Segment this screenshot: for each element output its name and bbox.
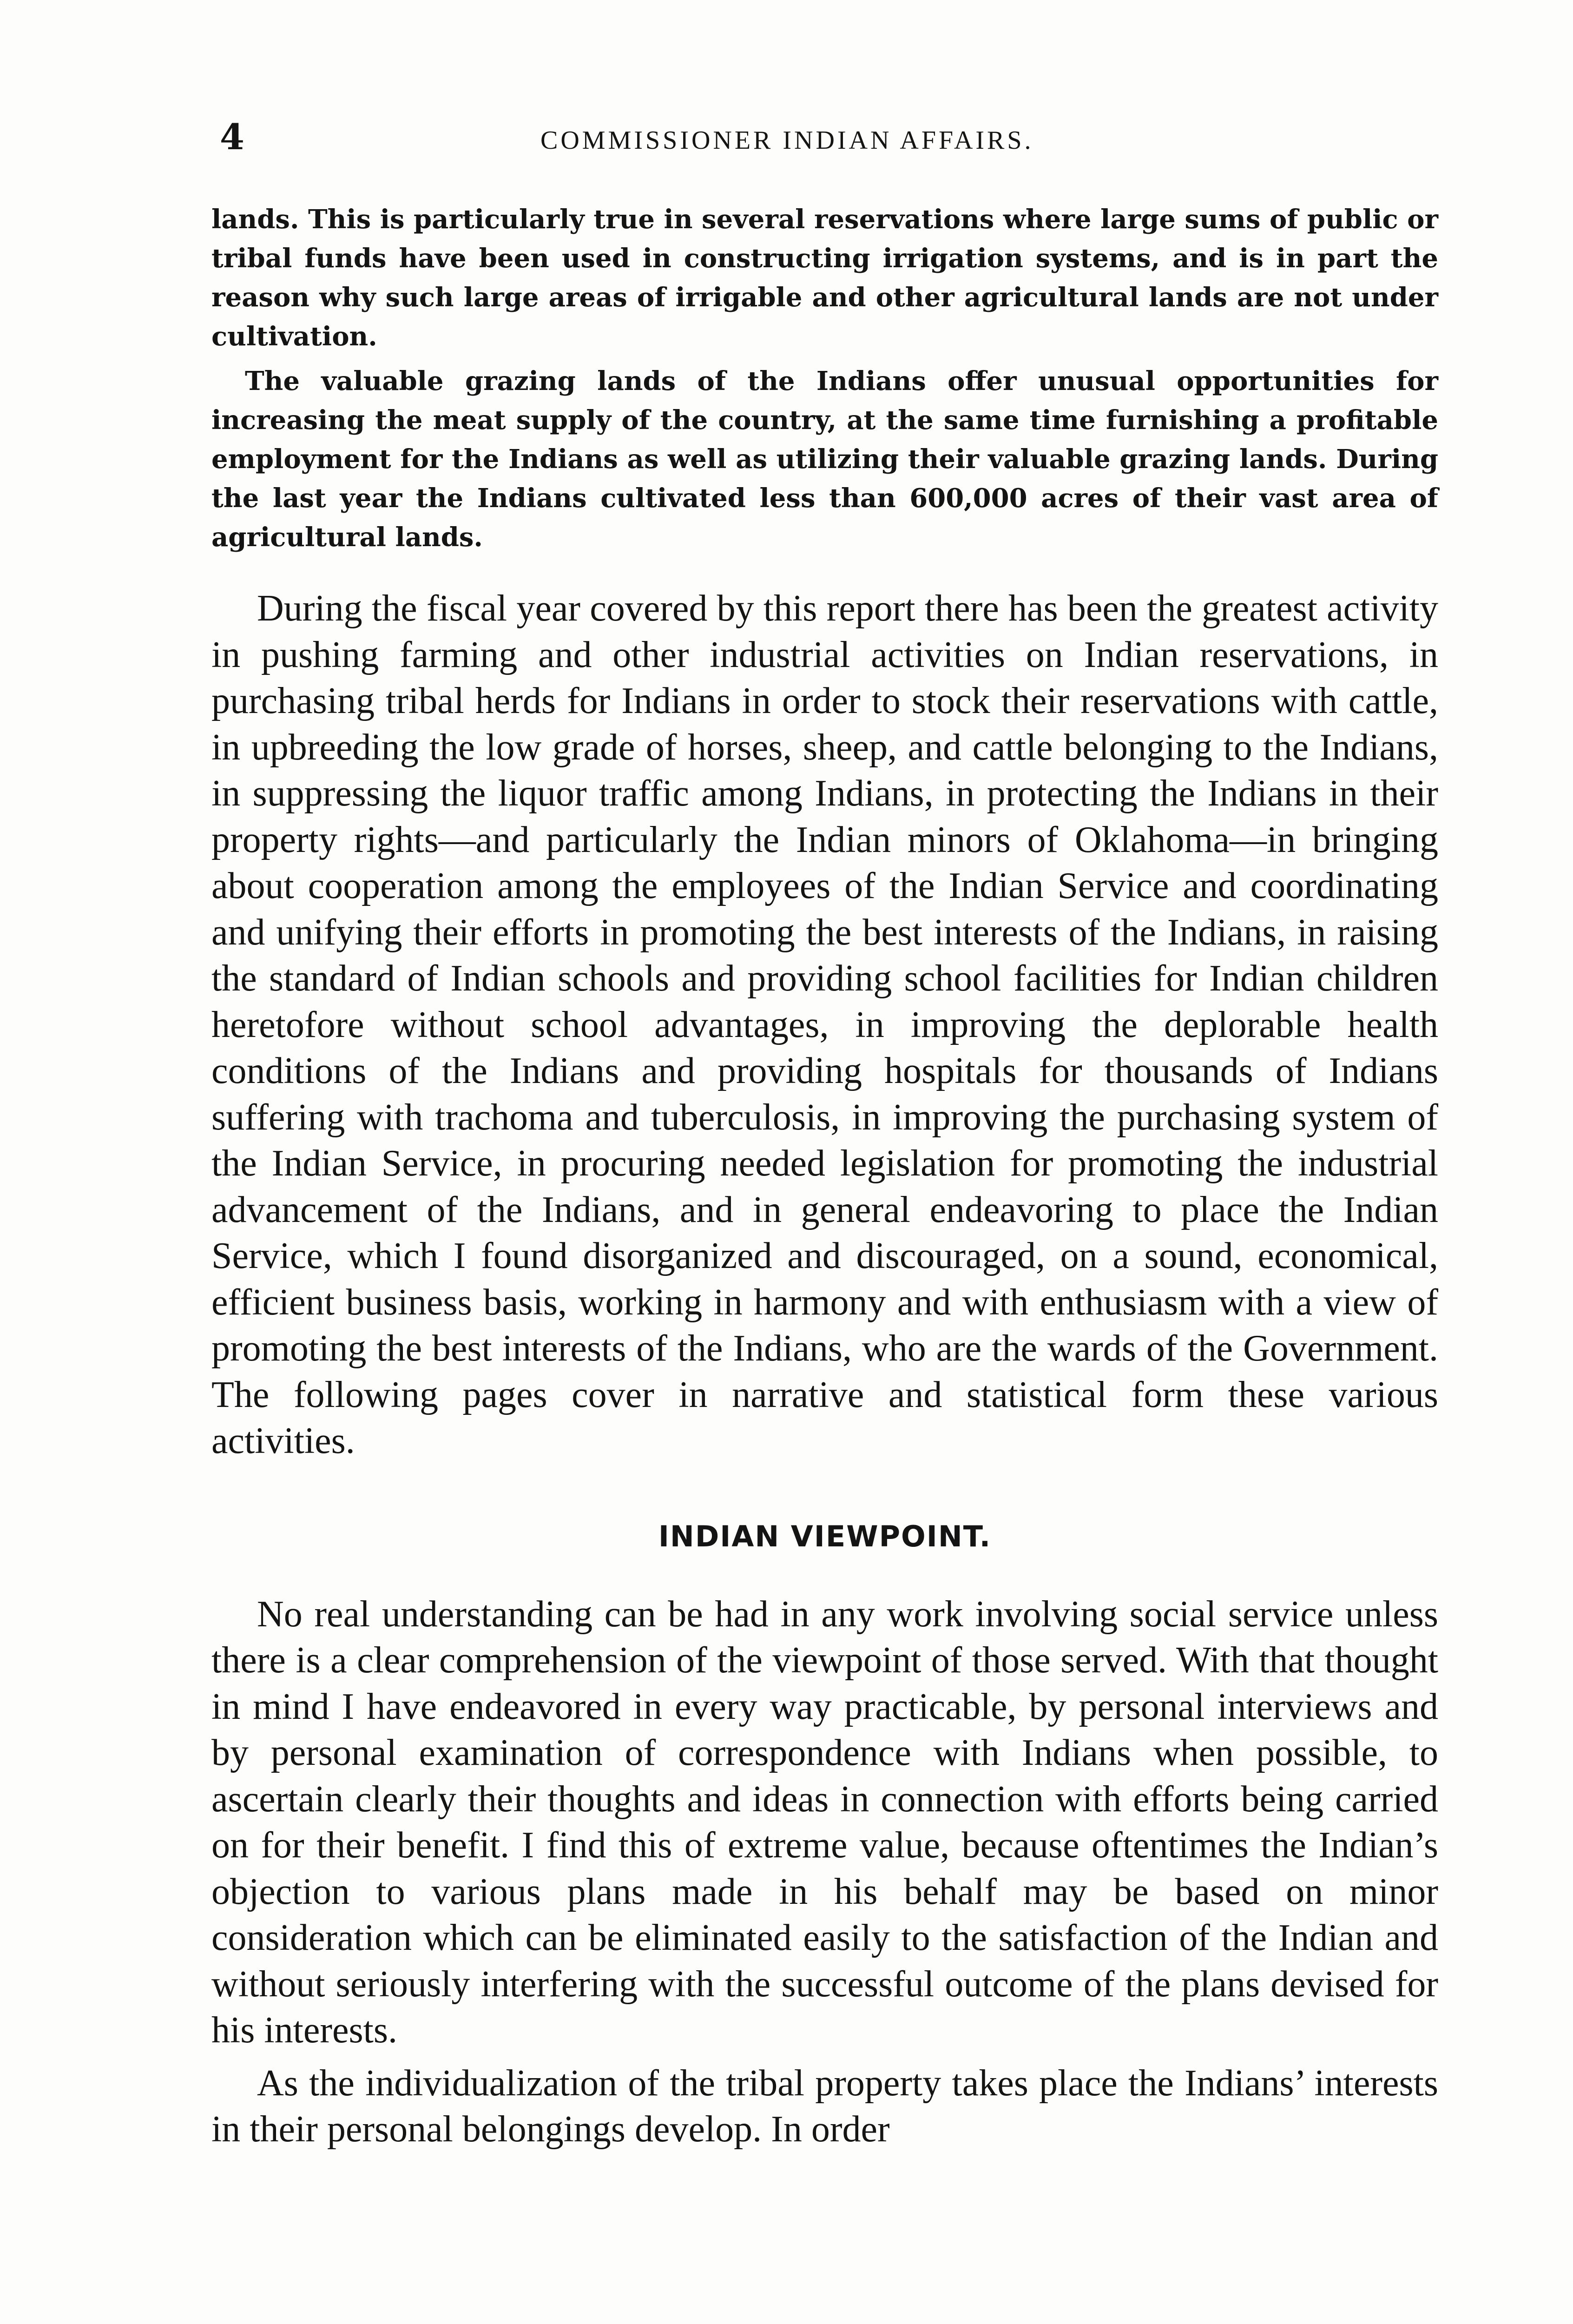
page-number: 4: [220, 116, 244, 158]
running-head: COMMISSIONER INDIAN AFFAIRS.: [540, 126, 1034, 155]
section-paragraph-2: As the individualization of the tribal property takes place the Indians’ interests in their personal belongings develop. In order: [211, 2062, 1438, 2150]
excerpt-paragraph-1: lands. This is particularly true in several reservations where large sums of public or tribal funds have been used in constructing irrigation systems, and is in part the reason why such large areas of irrigable and other agricultural lands are not under cultivation.: [211, 204, 1438, 352]
excerpt-paragraph-2: The valuable grazing lands of the Indians offer unusual opportunities for increasing the meat supply of the country, at the same time furnishing a profitable employment for the Indians as well as utilizing their valuable grazing lands. During the last year the Indians cultivated less than 600,000 acres of their vast area of agricultural lands.: [211, 366, 1438, 553]
page-header: [211, 116, 1438, 172]
page-content: [211, 200, 1438, 2153]
section-paragraph-1: No real understanding can be had in any work involving social service unless there is a clear comprehension of the viewpoint of those served. With that thought in mind I have endeavored in every way practicable, by personal interviews and by personal examination of correspondence with Indians when possible, to ascertain clearly their thoughts and ideas in connection with efforts being carried on for their benefit. I find this of extreme value, because oftentimes the Indian’s objection to various plans made in his behalf may be based on minor consideration which can be eliminated easily to the satisfaction of the Indian and without seriously interfering with the successful outcome of the plans devised for his interests.: [211, 1593, 1438, 2051]
main-paragraph-1: During the fiscal year covered by this report there has been the greatest activity in pushing farming and other industrial activities on Indian reservations, in purchasing tribal herds for Indians in order to stock their reservations with cattle, in upbreeding the low grade of horses, sheep, and cattle belonging to the Indians, in suppressing the liquor traffic among Indians, in protecting the Indians in their property rights—and particularly the Indian minors of Oklahoma—in bringing about cooperation among the employees of the Indian Service and coordinating and unifying their efforts in promoting the best interests of the Indians, in raising the standard of Indian schools and providing school facilities for Indian children heretofore without school advantages, in improving the deplorable health conditions of the Indians and providing hospitals for thousands of Indians suffering with trachoma and tuberculosis, in improving the purchasing system of the Indian Service, in procuring needed legislation for promoting the industrial advancement of the Indians, and in general endeavoring to place the Indian Service, which I found disorganized and discouraged, on a sound, economical, efficient business basis, working in harmony and with enthusiasm with a view of promoting the best interests of the Indians, who are the wards of the Government. The following pages cover in narrative and statistical form these various activities.: [211, 588, 1438, 1461]
section-heading: INDIAN VIEWPOINT.: [658, 1519, 992, 1553]
